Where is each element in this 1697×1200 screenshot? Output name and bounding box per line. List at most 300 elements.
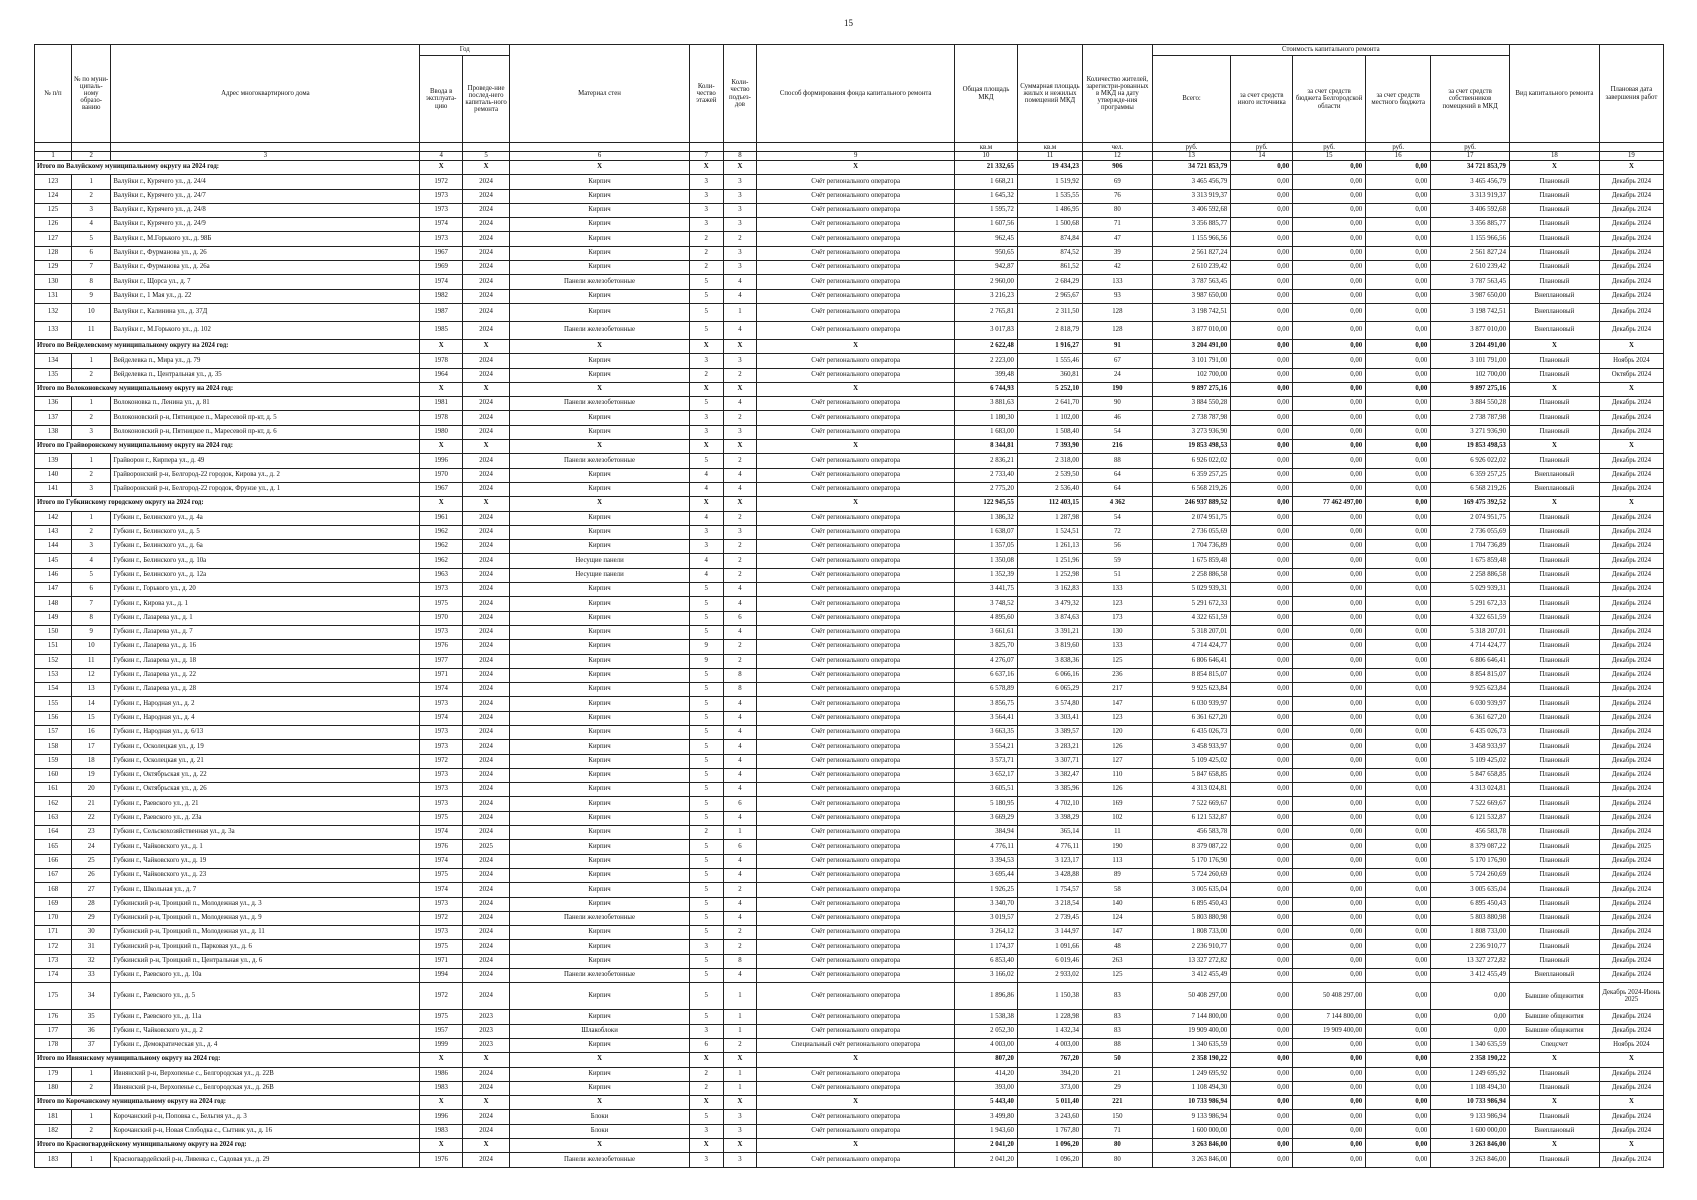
row-npp: 165: [35, 840, 72, 854]
row-total-area: 1 538,38: [955, 1010, 1018, 1024]
row-mun-number: 7: [72, 597, 111, 611]
row-total-area: 2 836,21: [955, 454, 1018, 468]
total-entrances: X: [723, 1096, 757, 1110]
row-year-repair: 2024: [463, 261, 510, 275]
row-cost-owners: 9 133 986,94: [1431, 1110, 1510, 1124]
row-total-area: 6 637,16: [955, 668, 1018, 682]
row-residents: 147: [1083, 926, 1153, 940]
district-total-label: Итого по Губкинскому городскому округу на 2024 год:: [35, 497, 420, 511]
row-total-area: 3 019,57: [955, 911, 1018, 925]
row-address: Валуйки г., Курячего ул., д. 24/8: [111, 203, 420, 217]
row-cost-region: 0,00: [1293, 868, 1366, 882]
row-npp: 180: [35, 1081, 72, 1095]
district-total-row: [35, 339, 1664, 353]
row-mun-number: 26: [72, 868, 111, 882]
total-year-built: X: [420, 497, 463, 511]
row-cost-total: 2 736 055,69: [1152, 525, 1231, 539]
column-number: 11: [1017, 152, 1082, 161]
total-area: 5 443,40: [955, 1096, 1018, 1110]
row-year-repair: 2024: [463, 768, 510, 782]
row-floors: 4: [689, 554, 723, 568]
row-cost-owners: 6 030 939,97: [1431, 697, 1510, 711]
row-cost-owners: 5 170 176,90: [1431, 854, 1510, 868]
total-year-repair: X: [463, 497, 510, 511]
row-cost-region: 0,00: [1293, 640, 1366, 654]
row-cost-local: 0,00: [1366, 668, 1431, 682]
header-mun-number: № по муни-ципаль-ному образо-ванию: [72, 45, 111, 143]
row-npp: 130: [35, 275, 72, 289]
row-address: Губкинский р-н, Троицкий п., Молодежная ул., д. 3: [111, 897, 420, 911]
row-year-repair: 2024: [463, 511, 510, 525]
row-cost-local: 0,00: [1366, 397, 1431, 411]
row-total-area: 3 605,51: [955, 783, 1018, 797]
table-row: [35, 511, 1664, 525]
row-walls: Кирпич: [510, 954, 690, 968]
row-plan-date: Декабрь 2024: [1599, 597, 1663, 611]
row-living-area: 3 283,21: [1017, 740, 1082, 754]
row-residents: 83: [1083, 983, 1153, 1010]
row-repair-type: Плановый: [1509, 668, 1599, 682]
row-npp: 126: [35, 218, 72, 232]
table-row: [35, 583, 1664, 597]
row-repair-type: Плановый: [1509, 754, 1599, 768]
row-living-area: 3 838,36: [1017, 654, 1082, 668]
row-living-area: 6 066,16: [1017, 668, 1082, 682]
row-cost-owners: 1 108 494,30: [1431, 1081, 1510, 1095]
table-row: [35, 797, 1664, 811]
row-fund-method: Счёт регионального оператора: [757, 246, 955, 260]
row-address: Губкин г., Раевского ул., д. 11а: [111, 1010, 420, 1024]
row-walls: Блоки: [510, 1110, 690, 1124]
row-living-area: 3 218,54: [1017, 897, 1082, 911]
total-cost: 10 733 986,94: [1152, 1096, 1231, 1110]
total-year-built: X: [420, 1096, 463, 1110]
row-fund-method: Счёт регионального оператора: [757, 1024, 955, 1038]
row-plan-date: Декабрь 2024: [1599, 683, 1663, 697]
total-cost-local: 0,00: [1366, 1096, 1431, 1110]
district-total-label: Итого по Валуйскому муниципальному округу на 2024 год:: [35, 161, 420, 175]
total-cost: 34 721 853,79: [1152, 161, 1231, 175]
row-cost-region: 0,00: [1293, 783, 1366, 797]
row-cost-owners: 0,00: [1431, 983, 1510, 1010]
row-walls: Кирпич: [510, 189, 690, 203]
row-total-area: 3 669,29: [955, 811, 1018, 825]
row-floors: 5: [689, 954, 723, 968]
row-fund-method: Счёт регионального оператора: [757, 275, 955, 289]
row-mun-number: 19: [72, 768, 111, 782]
row-entrances: 3: [723, 246, 757, 260]
row-year-built: 1957: [420, 1024, 463, 1038]
row-fund-method: Счёт регионального оператора: [757, 321, 955, 339]
capital-repair-table: [34, 44, 1664, 1168]
row-npp: 131: [35, 289, 72, 303]
row-cost-owners: 0,00: [1431, 1024, 1510, 1038]
row-cost-total: 2 561 827,24: [1152, 246, 1231, 260]
row-cost-region: 0,00: [1293, 625, 1366, 639]
row-cost-total: 5 724 260,69: [1152, 868, 1231, 882]
row-cost-region: 0,00: [1293, 826, 1366, 840]
row-residents: 80: [1083, 203, 1153, 217]
header-cost-other: за счет средств иного источника: [1231, 56, 1293, 143]
row-repair-type: Плановый: [1509, 868, 1599, 882]
district-total-label: Итого по Грайворонскому муниципальному округу на 2024 год:: [35, 440, 420, 454]
row-living-area: 365,14: [1017, 826, 1082, 840]
row-year-built: 1970: [420, 468, 463, 482]
row-mun-number: 2: [72, 1081, 111, 1095]
total-fund-method: X: [757, 1096, 955, 1110]
row-floors: 4: [689, 468, 723, 482]
row-year-built: 1982: [420, 289, 463, 303]
row-residents: 51: [1083, 568, 1153, 582]
row-living-area: 1 500,68: [1017, 218, 1082, 232]
row-address: Губкин г., Октябрьская ул., д. 22: [111, 768, 420, 782]
total-entrances: X: [723, 161, 757, 175]
row-mun-number: 24: [72, 840, 111, 854]
row-repair-type: Плановый: [1509, 525, 1599, 539]
row-cost-total: 3 877 010,00: [1152, 321, 1231, 339]
row-residents: 173: [1083, 611, 1153, 625]
table-row: [35, 611, 1664, 625]
unit-rub-owners: руб.: [1431, 143, 1510, 152]
row-mun-number: 8: [72, 275, 111, 289]
row-address: Губкин г., Белинского ул., д. 5: [111, 525, 420, 539]
row-cost-local: 0,00: [1366, 321, 1431, 339]
row-cost-other: 0,00: [1231, 597, 1293, 611]
row-year-repair: 2024: [463, 368, 510, 382]
row-fund-method: Счёт регионального оператора: [757, 189, 955, 203]
row-walls: Кирпич: [510, 625, 690, 639]
total-year-repair: X: [463, 1139, 510, 1153]
row-floors: 5: [689, 797, 723, 811]
row-total-area: 399,48: [955, 368, 1018, 382]
row-living-area: 3 243,60: [1017, 1110, 1082, 1124]
row-cost-total: 6 359 257,25: [1152, 468, 1231, 482]
row-mun-number: 3: [72, 540, 111, 554]
row-fund-method: Счёт регионального оператора: [757, 640, 955, 654]
row-year-repair: 2024: [463, 411, 510, 425]
row-cost-other: 0,00: [1231, 725, 1293, 739]
row-year-built: 1996: [420, 1110, 463, 1124]
row-year-built: 1987: [420, 303, 463, 321]
row-cost-local: 0,00: [1366, 740, 1431, 754]
row-cost-other: 0,00: [1231, 289, 1293, 303]
total-plan-date: X: [1599, 1139, 1663, 1153]
row-cost-region: 0,00: [1293, 840, 1366, 854]
row-mun-number: 18: [72, 754, 111, 768]
row-total-area: 5 180,95: [955, 797, 1018, 811]
row-cost-owners: 1 249 695,92: [1431, 1067, 1510, 1081]
total-cost-local: 0,00: [1366, 382, 1431, 396]
row-year-repair: 2024: [463, 1081, 510, 1095]
row-cost-region: 0,00: [1293, 368, 1366, 382]
total-living-area: 5 011,40: [1017, 1096, 1082, 1110]
table-row: [35, 1038, 1664, 1052]
row-living-area: 1 519,92: [1017, 175, 1082, 189]
page-number: 15: [844, 18, 853, 28]
row-year-built: 1980: [420, 425, 463, 439]
row-year-built: 1962: [420, 525, 463, 539]
row-cost-owners: 456 583,78: [1431, 826, 1510, 840]
row-address: Губкин г., Демократическая ул., д. 4: [111, 1038, 420, 1052]
row-mun-number: 25: [72, 854, 111, 868]
row-living-area: 3 398,29: [1017, 811, 1082, 825]
row-cost-region: 0,00: [1293, 897, 1366, 911]
row-year-repair: 2024: [463, 640, 510, 654]
row-living-area: 874,84: [1017, 232, 1082, 246]
row-cost-local: 0,00: [1366, 303, 1431, 321]
row-npp: 145: [35, 554, 72, 568]
row-npp: 132: [35, 303, 72, 321]
row-total-area: 3 856,75: [955, 697, 1018, 711]
row-cost-other: 0,00: [1231, 969, 1293, 983]
row-year-built: 1975: [420, 940, 463, 954]
row-cost-total: 4 322 651,59: [1152, 611, 1231, 625]
row-residents: 113: [1083, 854, 1153, 868]
row-mun-number: 20: [72, 783, 111, 797]
row-cost-owners: 3 787 563,45: [1431, 275, 1510, 289]
row-plan-date: Декабрь 2024: [1599, 940, 1663, 954]
table-row: [35, 854, 1664, 868]
row-address: Губкин г., Раевского ул., д. 10а: [111, 969, 420, 983]
row-entrances: 4: [723, 321, 757, 339]
table-row: [35, 411, 1664, 425]
row-mun-number: 2: [72, 1124, 111, 1138]
unit-area: кв.м: [955, 143, 1018, 152]
table-row: [35, 725, 1664, 739]
row-entrances: 3: [723, 425, 757, 439]
header-cost-owners: за счет средств собственников помещений в МКД: [1431, 56, 1510, 143]
row-cost-total: 6 895 450,43: [1152, 897, 1231, 911]
row-cost-local: 0,00: [1366, 189, 1431, 203]
total-repair-type: X: [1509, 1053, 1599, 1067]
row-year-built: 1963: [420, 568, 463, 582]
header-year-repair: Проведе-ние послед-него капиталь-ного ремонта: [463, 56, 510, 143]
district-total-label: Итого по Красногвардейскому муниципальному округу на 2024 год:: [35, 1139, 420, 1153]
total-cost: 3 263 846,00: [1152, 1139, 1231, 1153]
row-residents: 140: [1083, 897, 1153, 911]
row-entrances: 2: [723, 568, 757, 582]
row-cost-owners: 4 714 424,77: [1431, 640, 1510, 654]
row-repair-type: Плановый: [1509, 940, 1599, 954]
row-living-area: 3 391,21: [1017, 625, 1082, 639]
row-year-built: 1985: [420, 321, 463, 339]
row-cost-owners: 3 987 650,00: [1431, 289, 1510, 303]
row-cost-owners: 1 675 859,48: [1431, 554, 1510, 568]
row-walls: Кирпич: [510, 368, 690, 382]
row-year-repair: 2024: [463, 826, 510, 840]
total-repair-type: X: [1509, 497, 1599, 511]
total-year-repair: X: [463, 382, 510, 396]
row-walls: Кирпич: [510, 897, 690, 911]
total-area: 2 041,20: [955, 1139, 1018, 1153]
total-living-area: 1 916,27: [1017, 339, 1082, 353]
table-row: [35, 811, 1664, 825]
row-repair-type: Плановый: [1509, 454, 1599, 468]
row-npp: 143: [35, 525, 72, 539]
total-plan-date: X: [1599, 1096, 1663, 1110]
row-year-repair: 2024: [463, 525, 510, 539]
row-cost-total: 2 738 787,98: [1152, 411, 1231, 425]
row-mun-number: 15: [72, 711, 111, 725]
row-fund-method: Счёт регионального оператора: [757, 840, 955, 854]
row-entrances: 8: [723, 683, 757, 697]
table-row: [35, 354, 1664, 368]
total-cost: 246 937 889,52: [1152, 497, 1231, 511]
row-plan-date: Декабрь 2024: [1599, 640, 1663, 654]
row-plan-date: Декабрь 2024: [1599, 754, 1663, 768]
row-walls: Кирпич: [510, 611, 690, 625]
row-year-repair: 2024: [463, 1110, 510, 1124]
row-repair-type: Плановый: [1509, 740, 1599, 754]
row-cost-other: 0,00: [1231, 554, 1293, 568]
row-year-repair: 2023: [463, 1024, 510, 1038]
row-cost-total: 13 327 272,82: [1152, 954, 1231, 968]
row-plan-date: Декабрь 2024: [1599, 411, 1663, 425]
total-walls: X: [510, 440, 690, 454]
table-row: [35, 597, 1664, 611]
row-cost-other: 0,00: [1231, 940, 1293, 954]
row-entrances: 4: [723, 754, 757, 768]
total-fund-method: X: [757, 339, 955, 353]
row-living-area: 1 535,55: [1017, 189, 1082, 203]
row-cost-local: 0,00: [1366, 754, 1431, 768]
row-repair-type: Плановый: [1509, 954, 1599, 968]
row-floors: 5: [689, 754, 723, 768]
row-walls: Панели железобетонные: [510, 454, 690, 468]
row-year-built: 1983: [420, 1124, 463, 1138]
row-entrances: 2: [723, 368, 757, 382]
row-mun-number: 4: [72, 218, 111, 232]
row-total-area: 3 825,70: [955, 640, 1018, 654]
row-total-area: 3 340,70: [955, 897, 1018, 911]
row-residents: 39: [1083, 246, 1153, 260]
row-cost-region: 0,00: [1293, 554, 1366, 568]
total-fund-method: X: [757, 1139, 955, 1153]
row-living-area: 861,52: [1017, 261, 1082, 275]
row-living-area: 3 479,32: [1017, 597, 1082, 611]
row-living-area: 6 019,46: [1017, 954, 1082, 968]
row-cost-region: 0,00: [1293, 883, 1366, 897]
column-number: 13: [1152, 152, 1231, 161]
row-floors: 5: [689, 854, 723, 868]
row-address: Грайворон г., Кирпера ул., д. 49: [111, 454, 420, 468]
row-living-area: 1 102,00: [1017, 411, 1082, 425]
row-cost-region: 0,00: [1293, 540, 1366, 554]
row-floors: 5: [689, 625, 723, 639]
header-living-area: Суммарная площадь жилых и нежилых помещений МКД: [1017, 45, 1082, 143]
row-cost-other: 0,00: [1231, 854, 1293, 868]
row-plan-date: Декабрь 2024: [1599, 232, 1663, 246]
row-living-area: 2 311,50: [1017, 303, 1082, 321]
total-entrances: X: [723, 1053, 757, 1067]
row-floors: 5: [689, 926, 723, 940]
row-walls: Кирпич: [510, 1081, 690, 1095]
row-cost-owners: 2 610 239,42: [1431, 261, 1510, 275]
table-row: [35, 189, 1664, 203]
row-floors: 5: [689, 289, 723, 303]
row-year-repair: 2024: [463, 321, 510, 339]
row-year-repair: 2024: [463, 969, 510, 983]
row-mun-number: 2: [72, 468, 111, 482]
unit-rub-total: руб.: [1152, 143, 1231, 152]
column-number: 16: [1366, 152, 1431, 161]
total-cost-other: 0,00: [1231, 1096, 1293, 1110]
row-year-repair: 2024: [463, 583, 510, 597]
row-repair-type: Внеплановый: [1509, 969, 1599, 983]
row-year-repair: 2024: [463, 203, 510, 217]
row-fund-method: Счёт регионального оператора: [757, 583, 955, 597]
row-floors: 4: [689, 482, 723, 496]
row-year-built: 1974: [420, 826, 463, 840]
table-row: [35, 840, 1664, 854]
row-cost-region: 0,00: [1293, 668, 1366, 682]
row-mun-number: 36: [72, 1024, 111, 1038]
column-number: 10: [955, 152, 1018, 161]
row-repair-type: Плановый: [1509, 883, 1599, 897]
row-walls: Шлакоблоки: [510, 1024, 690, 1038]
row-residents: 21: [1083, 1067, 1153, 1081]
row-residents: 133: [1083, 275, 1153, 289]
row-living-area: 3 307,71: [1017, 754, 1082, 768]
row-cost-owners: 1 600 000,00: [1431, 1124, 1510, 1138]
row-address: Губкин г., Белинского ул., д. 12а: [111, 568, 420, 582]
row-cost-region: 0,00: [1293, 1067, 1366, 1081]
row-address: Губкин г., Осколецкая ул., д. 21: [111, 754, 420, 768]
row-cost-other: 0,00: [1231, 1038, 1293, 1052]
row-cost-other: 0,00: [1231, 668, 1293, 682]
table-row: [35, 640, 1664, 654]
table-row: [35, 983, 1664, 1010]
table-row: [35, 1067, 1664, 1081]
table-row: [35, 783, 1664, 797]
row-total-area: 1 350,08: [955, 554, 1018, 568]
row-cost-local: 0,00: [1366, 482, 1431, 496]
row-cost-region: 0,00: [1293, 1110, 1366, 1124]
table-row: [35, 754, 1664, 768]
row-floors: 5: [689, 1110, 723, 1124]
row-cost-total: 3 987 650,00: [1152, 289, 1231, 303]
row-fund-method: Счёт регионального оператора: [757, 454, 955, 468]
total-cost-owners: 2 358 190,22: [1431, 1053, 1510, 1067]
row-address: Губкин г., Белинского ул., д. 4а: [111, 511, 420, 525]
row-cost-owners: 8 854 815,07: [1431, 668, 1510, 682]
row-npp: 152: [35, 654, 72, 668]
row-cost-owners: 2 738 787,98: [1431, 411, 1510, 425]
total-entrances: X: [723, 382, 757, 396]
row-repair-type: Плановый: [1509, 797, 1599, 811]
row-repair-type: Плановый: [1509, 911, 1599, 925]
row-living-area: 2 318,00: [1017, 454, 1082, 468]
row-year-built: 1973: [420, 768, 463, 782]
row-npp: 155: [35, 697, 72, 711]
row-year-repair: 2024: [463, 218, 510, 232]
row-cost-total: 2 610 239,42: [1152, 261, 1231, 275]
table-row: [35, 711, 1664, 725]
row-cost-local: 0,00: [1366, 625, 1431, 639]
row-cost-total: 2 258 886,58: [1152, 568, 1231, 582]
row-year-built: 1972: [420, 754, 463, 768]
row-total-area: 3 554,21: [955, 740, 1018, 754]
row-cost-local: 0,00: [1366, 597, 1431, 611]
row-cost-region: 7 144 800,00: [1293, 1010, 1366, 1024]
row-repair-type: Плановый: [1509, 811, 1599, 825]
row-floors: 5: [689, 711, 723, 725]
total-residents: 91: [1083, 339, 1153, 353]
row-entrances: 1: [723, 1067, 757, 1081]
row-fund-method: Счёт регионального оператора: [757, 411, 955, 425]
row-address: Губкин г., Лазарева ул., д. 1: [111, 611, 420, 625]
row-npp: 150: [35, 625, 72, 639]
